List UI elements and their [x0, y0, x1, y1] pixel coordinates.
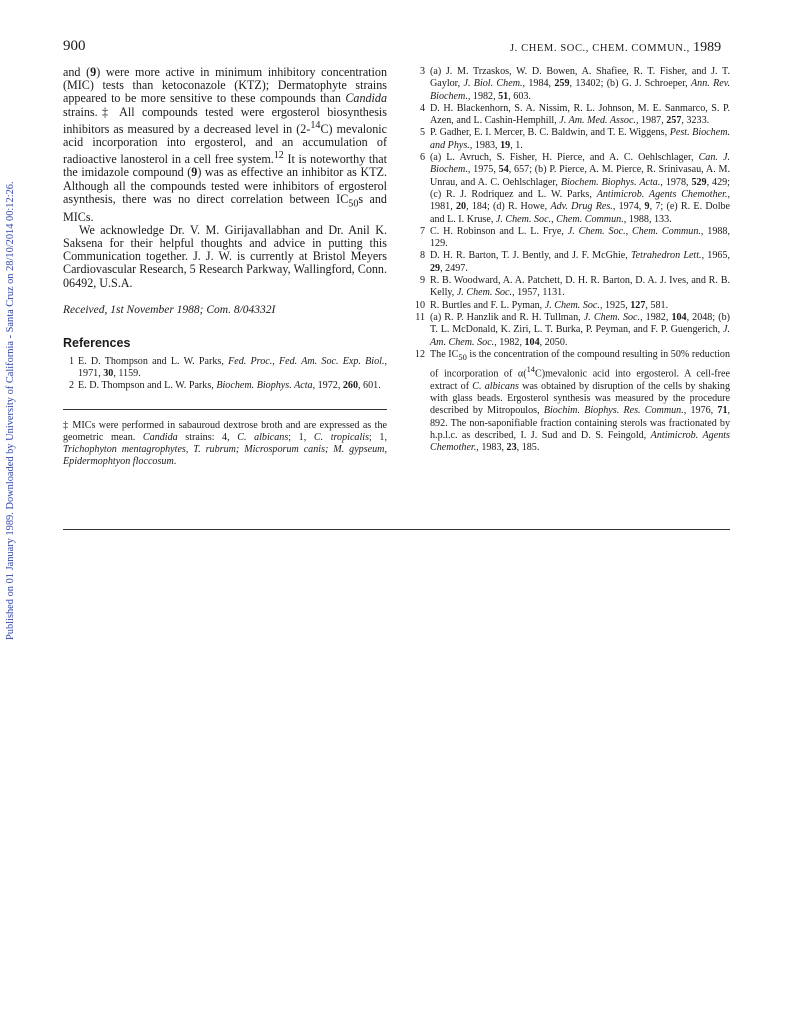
body-paragraph-1: and (9) were more active in minimum inhibitory concentration (MIC) tests than ketoconazole (KTZ); Dermatophyte strains appeared to be more sensitive to these compounds than Candida strains.‡ All compounds tested were ergosterol biosynthesis inhibitors as measured by a decreased level in (2-$^{14}$C) mevalonic acid incorporation into ergosterol, and an accumulation of radioactive lanosterol in a cell free system.$^{12}$ It is noteworthy that the imidazole compound (9) was as effective an inhibitor as KTZ. Although all the compounds tested were inhibitors of ergosterol asynthesis, there was no direct correlation between $IC_{50}s$ and MICs. — [63, 65, 387, 224]
right-column — [412, 66, 730, 455]
reference-3: 3 (a) J. M. Trzaskos, W. D. Bowen, A. Shafiee, R. T. Fisher, and J. T. Gaylor, J. Biol. Chem., 1984, 259, 13402; (b) G. J. Schroeper, Ann. Rev. Biochem., 1982, 51, 603. — [419, 66, 731, 102]
reference-8: 8 D. H. R. Barton, T. J. Bently, and J. F. McGhie, Tetrahedron Lett., 1965, 29, 2497. — [419, 250, 730, 274]
running-head — [510, 40, 721, 56]
reference-9: 9 R. B. Woodward, A. A. Patchett, D. H. R. Barton, D. A. J. Ives, and R. B. Kelly, J. Chem. Soc., 1957, 1131. — [419, 275, 730, 299]
reference-2: 2 E. D. Thompson and L. W. Parks, Biochem. Biophys. Acta, 1972, 260, 601. — [68, 380, 381, 392]
reference-12: 12 The $IC_{50}$ is the concentration of the compound resulting in 50% reduction of incorporation of α($^{14}$C)mevalonic acid into ergosterol. A cell-free extract of C. albicans was obtained by disruption of the cells by shaking with glass beads. Ergosterol synthesis was measured by the procedure described by Mitropoulos, Biochim. Biophys. Res. Commun., 1976, 71, 892. The non-saponifiable fraction containing sterols was fractionated by h.p.l.c. as described, I. J. Sud and D. S. Feingold, Antimicrob. Agents Chemother., 1983, 23, 185. — [414, 348, 731, 454]
page-number: 900 — [63, 38, 86, 54]
reference-10: 10 R. Burtles and F. L. Pyman, J. Chem. Soc., 1925, 127, 581. — [414, 299, 669, 311]
received-line: Received, 1st November 1988; Com. 8/04332I — [63, 303, 276, 316]
reference-6: 6 (a) L. Avruch, S. Fisher, H. Pierce, and A. C. Oehlschlager, Can. J. Biochem., 1975, 54, 657; (b) P. Pierce, A. M. Pierce, R. Srinivasau, A. M. Unrau, and A. C. Oehlschlager, Biochem. Biophys. Acta., 1978, 529, 429; (c) R. J. Rodriquez and L. W. Parks, Antimicrob. Agents Chemother., 1981, 20, 184; (d) R. Howe, Adv. Drug Res., 1974, 9, 7; (e) R. E. Dolbe and L. I. Kruse, J. Chem. Soc., Chem. Commun., 1988, 133. — [419, 152, 731, 225]
journal-year: 1989 — [693, 40, 722, 55]
acknowledgement-paragraph: We acknowledge Dr. V. M. Girijavallabhan and Dr. Anil K. Saksena for their helpful thoughts and advice in putting this Communication together. J. J. W. is currently at Bristol Meyers Cardiovascular Research, 5 Research Parkway, Wallingford, Conn. 06492, U.S.A. — [63, 222, 387, 290]
reference-4: 4 D. H. Blackenhorn, S. A. Nissim, R. L. Johnson, M. E. Sanmarco, S. P. Azen, and L. Cashin-Hemphill, J. Am. Med. Assoc., 1987, 257, 3233. — [419, 102, 730, 127]
download-notice: Published on 01 January 1989. Downloaded by University of California - Santa Cruz on 28/10/2014 00:12:26. — [5, 181, 16, 640]
reference-1: 1 E. D. Thompson and L. W. Parks, Fed. Proc., Fed. Am. Soc. Exp. Biol., 1971, 30, 1159. — [68, 355, 387, 380]
reference-7: 7 C. H. Robinson and L. L. Frye, J. Chem. Soc., Chem. Commun., 1988, 129. — [419, 225, 730, 250]
left-column — [63, 66, 387, 468]
page-bottom-rule — [63, 529, 730, 530]
references-heading: References — [63, 335, 131, 350]
reference-5: 5 P. Gadher, E. I. Mercer, B. C. Baldwin, and T. E. Wiggens, Pest. Biochem. and Phys., 1983, 19, 1. — [419, 127, 731, 151]
journal-name: J. CHEM. SOC., CHEM. COMMUN., — [510, 43, 690, 54]
reference-11: 11 (a) R. P. Hanzlik and R. H. Tullman, J. Chem. Soc., 1982, 104, 2048; (b) T. L. McDonald, K. Ziri, L. T. Burka, P. Peyman, and F. P. Guengerich, J. Am. Chem. Soc., 1982, 104, 2050. — [415, 311, 730, 348]
footnote: ‡ MICs were performed in sabauroud dextrose broth and are expressed as the geometric mean. Candida strains: 4, C. albicans; 1, C. tropicalis; 1, Trichophyton mentagrophytes, T. rubrum; Microsporum canis; M. gypseum, Epidermophtyon floccosum. — [63, 419, 387, 468]
footnote-rule — [63, 409, 387, 410]
